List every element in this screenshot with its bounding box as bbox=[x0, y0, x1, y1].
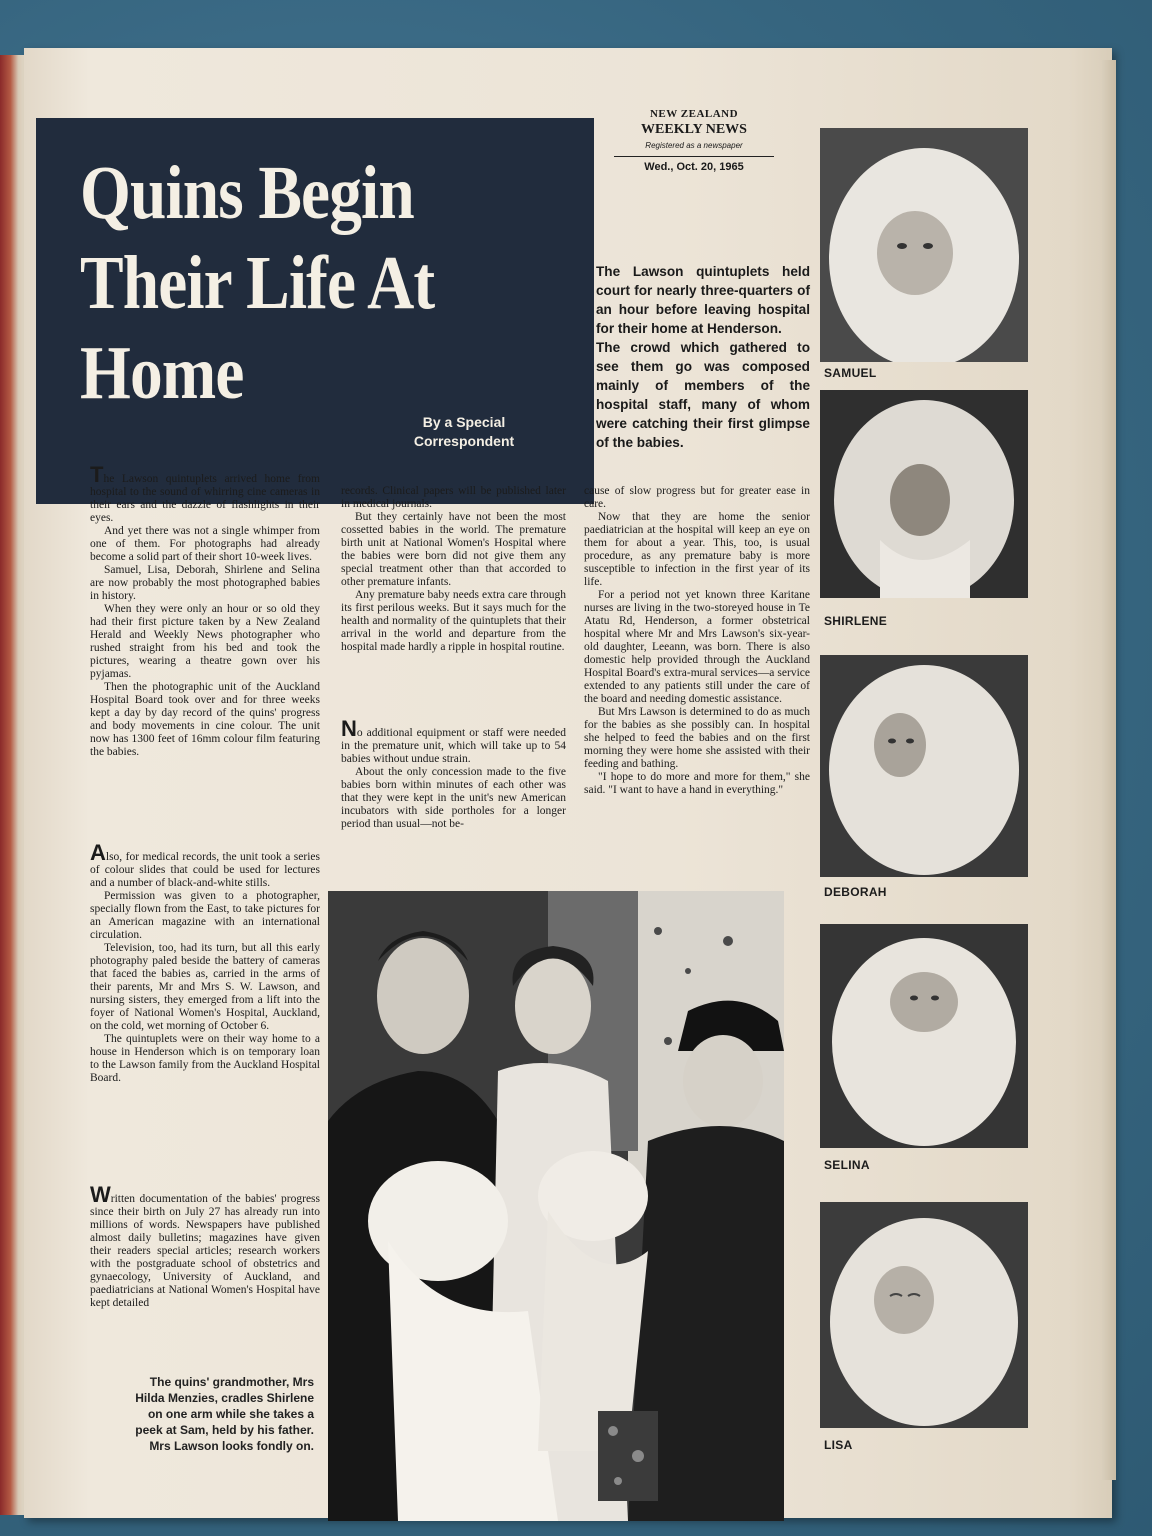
baby-label-selina: SELINA bbox=[824, 1158, 870, 1172]
article-column-3 bbox=[584, 485, 810, 797]
article-column-1-section-3 bbox=[90, 1182, 320, 1310]
article-column-2-section-2 bbox=[341, 716, 566, 831]
drop-cap: W bbox=[90, 1182, 111, 1207]
masthead-country: NEW ZEALAND bbox=[649, 108, 739, 120]
article-column-1-section-2 bbox=[90, 840, 320, 1085]
headline-box bbox=[36, 118, 594, 504]
baby-label-samuel: SAMUEL bbox=[824, 366, 877, 380]
col1-p3: Samuel, Lisa, Deborah, Shirlene and Selina are now probably the most photographed babies in history. bbox=[90, 564, 320, 602]
col1-p1-text: he Lawson quintuplets arrived home from hospital to the sound of whirring cine cameras in their ears and the dazzle of flashlights in their eyes. bbox=[90, 473, 320, 524]
col3-p2: Now that they are home the senior paediatrician at the hospital will keep an eye on them for about a year. This, too, is usual procedure, as any premature baby is more susceptible to infection in the first year of its life. bbox=[584, 511, 810, 588]
baby-label-lisa: LISA bbox=[824, 1438, 853, 1452]
col1b-p2: Permission was given to a photographer, specially flown from the East, to take pictures for an American magazine with an international circulation. bbox=[90, 890, 320, 941]
baby-label-deborah: DEBORAH bbox=[824, 885, 887, 899]
baby-illustration bbox=[820, 128, 1028, 362]
newspaper-page bbox=[24, 48, 1112, 1518]
caption-line-5: Mrs Lawson looks fondly on. bbox=[149, 1439, 314, 1453]
masthead-date: Wed., Oct. 20, 1965 bbox=[644, 161, 744, 173]
col1b-p1-text: lso, for medical records, the unit took a series of colour slides that could be used for lectures and a number of black-and-white stills. bbox=[90, 851, 320, 889]
baby-photo-samuel bbox=[820, 128, 1028, 362]
col2b-p2: About the only concession made to the five babies born within minutes of each other was that they were kept in the unit's new American incubators with side portholes for a longer period than usual—not be- bbox=[341, 766, 566, 830]
baby-photo-deborah bbox=[820, 655, 1028, 877]
headline bbox=[80, 148, 510, 418]
baby-illustration bbox=[820, 1202, 1028, 1428]
col1-p5: Then the photographic unit of the Auckland Hospital Board took over and for three weeks kept a day by day record of the quins' progress and body movements in cine colour. The unit now has 1300 feet of 16mm colour film featuring the babies. bbox=[90, 681, 320, 758]
col3-p1: cause of slow progress but for greater ease in care. bbox=[584, 485, 810, 510]
byline bbox=[394, 413, 534, 451]
col1b-p3: Television, too, had its turn, but all this early photography paled beside the battery of cameras that faced the babies as, carried in the arms of their parents, Mr and Mrs S. W. Lawson, and nursing sisters, they emerged from a lift into the foyer of National Women's Hospital, Auckland, on the cold, wet morning of October 6. bbox=[90, 942, 320, 1032]
drop-cap: N bbox=[341, 716, 357, 741]
intro-paragraph bbox=[596, 262, 810, 452]
headline-line-3: Home bbox=[80, 331, 244, 415]
col2-p3: Any premature baby needs extra care through its first perilous weeks. But it says much for the health and normality of the quintuplets that their arrival in the world and departure from the hospital made hardly a ripple in hospital routine. bbox=[341, 589, 566, 653]
caption-line-2: Hilda Menzies, cradles Shirlene bbox=[135, 1391, 314, 1405]
photo-caption bbox=[84, 1374, 314, 1454]
baby-photo-shirlene bbox=[820, 390, 1028, 598]
baby-illustration bbox=[820, 390, 1028, 598]
col3-p3: For a period not yet known three Karitane nurses are living in the two-storeyed house in Te Atatu Rd, Henderson, a former obstetrical hospital where Mr and Mrs Lawson's six-year-old daughter, Leeann, was born. There is also domestic help provided through the Auckland Hospital Board's extra-mural services—a service extended to any patients still under the care of the board and needing domestic assistance. bbox=[584, 589, 810, 705]
col1-p1 bbox=[90, 462, 320, 525]
byline-line-1: By a Special bbox=[422, 414, 506, 430]
drop-cap: T bbox=[90, 462, 104, 487]
main-photograph bbox=[328, 891, 784, 1521]
baby-photo-lisa bbox=[820, 1202, 1028, 1428]
headline-line-1: Quins Begin bbox=[80, 151, 414, 235]
caption-line-3: on one arm while she takes a bbox=[147, 1407, 314, 1421]
col1-p2: And yet there was not a single whimper from one of them. For photographs had already become a solid part of their short 10-week lives. bbox=[90, 525, 320, 563]
byline-line-2: Correspondent bbox=[413, 433, 515, 449]
col2-p1: records. Clinical papers will be published later in medical journals. bbox=[341, 485, 566, 510]
caption-line-1: The quins' grandmother, Mrs bbox=[149, 1375, 314, 1389]
masthead-registered: Registered as a newspaper bbox=[645, 141, 743, 150]
family-photo-illustration bbox=[328, 891, 784, 1521]
baby-label-shirlene: SHIRLENE bbox=[824, 614, 888, 628]
baby-illustration bbox=[820, 655, 1028, 877]
article-column-2 bbox=[341, 485, 566, 654]
intro-p1: The Lawson quintuplets held court for nearly three-quarters of an hour before leaving hospital for their home at Henderson. bbox=[596, 264, 810, 336]
drop-cap: A bbox=[90, 840, 106, 865]
col1-p4: When they were only an hour or so old they had their first picture taken by a New Zealand Herald and Weekly News photographer who rushed straight from his bed and took the pictures, wearing a theatre gown over his pyjamas. bbox=[90, 603, 320, 680]
col2b-p1-text: o additional equipment or staff were needed in the premature unit, which will take up to 54 babies without undue strain. bbox=[341, 727, 566, 765]
masthead-rule bbox=[614, 156, 774, 157]
masthead bbox=[614, 106, 774, 175]
intro-p2: The crowd which gathered to see them go was composed mainly of members of the hospital staff, many of whom were catching their first glimpse of the babies. bbox=[596, 340, 810, 450]
baby-photo-selina bbox=[820, 924, 1028, 1148]
col1b-p4: The quintuplets were on their way home to a house in Henderson which is on temporary loan to the Lawson family from the Auckland Hospital Board. bbox=[90, 1033, 320, 1084]
col3-p5: "I hope to do more and more for them," she said. "I want to have a hand in everything." bbox=[584, 771, 810, 796]
right-page-edge bbox=[1102, 60, 1116, 1480]
col2-p2: But they certainly have not been the most cossetted babies in the world. The premature birth unit at National Women's Hospital where the babies were born did not give them any special treatment other than that accorded to other premature infants. bbox=[341, 511, 566, 588]
col2b-p1 bbox=[341, 716, 566, 766]
col1c-p1-text: ritten documentation of the babies' progress since their birth on July 27 has already run into millions of words. Newspapers have published almost daily bulletins; magazines have given their readers special articles; research workers with the postgraduate school of obstetrics and gynaecology, University of Auckland, and paediatricians at National Women's Hospital have kept detailed bbox=[90, 1193, 320, 1309]
col1b-p1 bbox=[90, 840, 320, 890]
col1c-p1 bbox=[90, 1182, 320, 1310]
masthead-title: WEEKLY NEWS bbox=[641, 122, 747, 137]
col3-p4: But Mrs Lawson is determined to do as much for the babies as she possibly can. In hospital she helped to feed the babies and on the first morning they were home she assisted with their feeding and bathing. bbox=[584, 706, 810, 770]
article-column-1 bbox=[90, 462, 320, 759]
baby-illustration bbox=[820, 924, 1028, 1148]
headline-line-2: Their Life At bbox=[80, 241, 435, 325]
left-page-edge bbox=[0, 55, 26, 1515]
caption-line-4: peek at Sam, held by his father. bbox=[135, 1423, 314, 1437]
